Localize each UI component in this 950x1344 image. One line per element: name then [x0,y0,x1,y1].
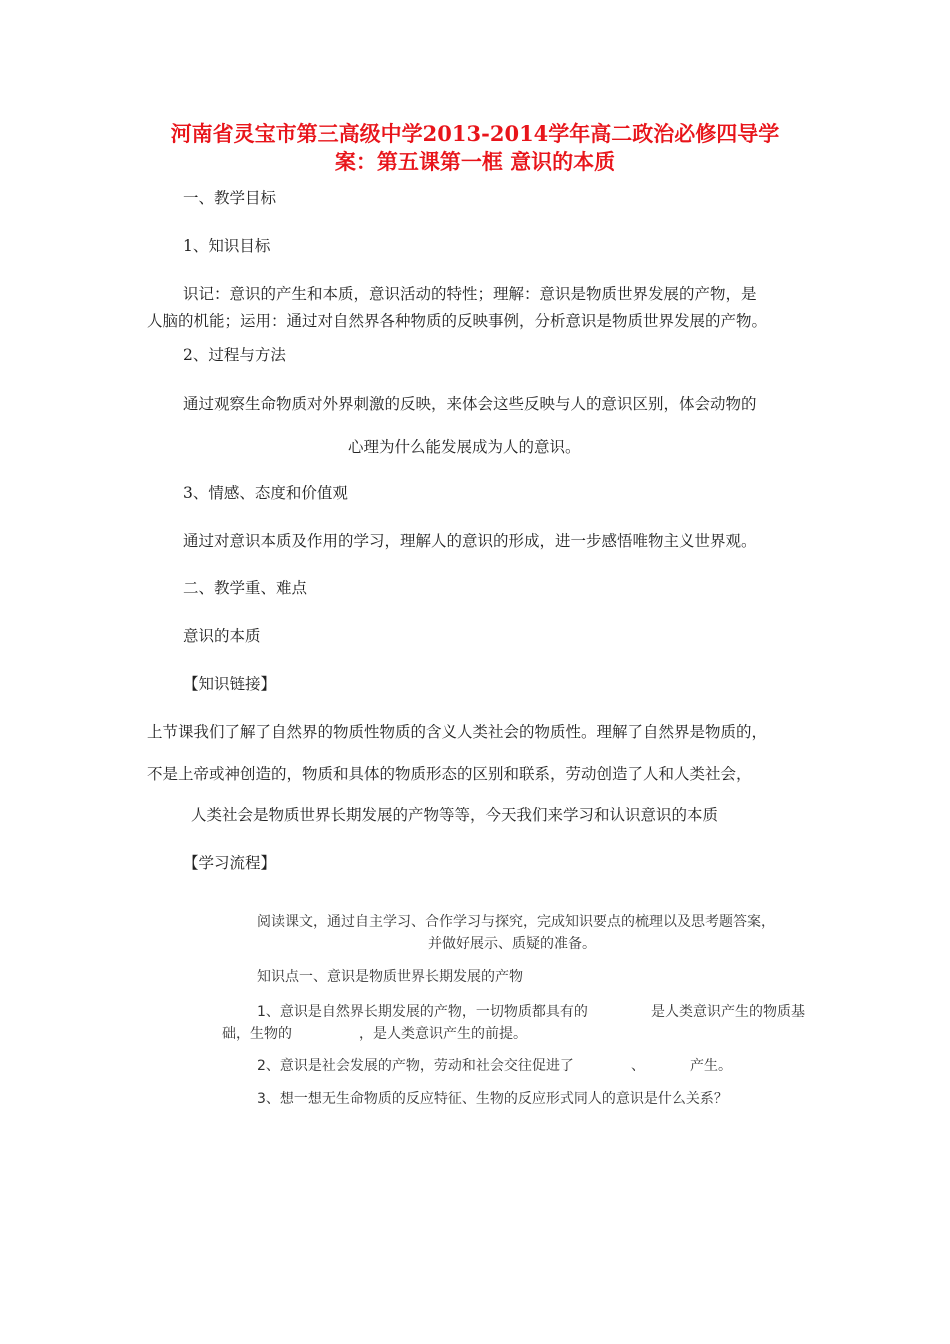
process-method-text-line-2: 心理为什么能发展成为人的意识。 [348,438,581,456]
knowledge-link-text-line-1: 上节课我们了解了自然界的物质性物质的含义人类社会的物质性。理解了自然界是物质的， [147,723,768,741]
question-1-part-d: ，是人类意识产生的前提。 [359,1026,527,1042]
flow-intro-line-2: 并做好展示、质疑的准备。 [428,936,596,952]
question-1-part-b: 是人类意识产生的物质基 [651,1004,805,1020]
learning-flow-heading: 【学习流程】 [183,854,277,872]
question-1-part-c: 础，生物的 [222,1026,292,1042]
flow-intro-line-1: 阅读课文，通过自主学习、合作学习与探究，完成知识要点的梳理以及思考题答案， [257,914,775,930]
question-2-part-a: 2、意识是社会发展的产物，劳动和社会交往促进了 [257,1058,574,1074]
document-title-line-2: 案：第五课第一框 意识的本质 [334,149,616,174]
knowledge-link-heading: 【知识链接】 [183,675,277,693]
question-2-part-b: 、 [631,1058,645,1074]
key-point-text: 意识的本质 [183,627,261,645]
emotion-value-text: 通过对意识本质及作用的学习，理解人的意识的形成，进一步感悟唯物主义世界观。 [183,532,757,550]
knowledge-goal-text-line-1: 识记：意识的产生和本质，意识活动的特性；理解：意识是物质世界发展的产物，是 [183,285,757,303]
knowledge-link-text-line-2: 不是上帝或神创造的，物质和具体的物质形态的区别和联系，劳动创造了人和人类社会， [147,765,752,783]
knowledge-goal-text-line-2: 人脑的机能；运用：通过对自然界各种物质的反映事例，分析意识是物质世界发展的产物。 [147,312,768,330]
emotion-value-heading: 3、情感、态度和价值观 [183,484,348,502]
section-2-heading: 二、教学重、难点 [183,579,308,597]
process-method-text-line-1: 通过观察生命物质对外界刺激的反映，来体会这些反映与人的意识区别，体会动物的 [183,395,757,413]
knowledge-point-1: 知识点一、意识是物质世界长期发展的产物 [257,969,523,985]
section-1-heading: 一、教学目标 [183,189,277,207]
process-method-heading: 2、过程与方法 [183,346,286,364]
knowledge-goal-heading: 1、知识目标 [183,237,271,255]
document-title-line-1: 河南省灵宝市第三高级中学2013-2014学年高二政治必修四导学 [170,121,780,146]
question-1-part-a: 1、意识是自然界长期发展的产物，一切物质都具有的 [257,1004,588,1020]
question-3: 3、想一想无生命物质的反应特征、生物的反应形式同人的意识是什么关系？ [257,1091,728,1107]
question-2-part-c: 产生。 [690,1058,732,1074]
knowledge-link-text-line-3: 人类社会是物质世界长期发展的产物等等，今天我们来学习和认识意识的本质 [191,806,719,824]
